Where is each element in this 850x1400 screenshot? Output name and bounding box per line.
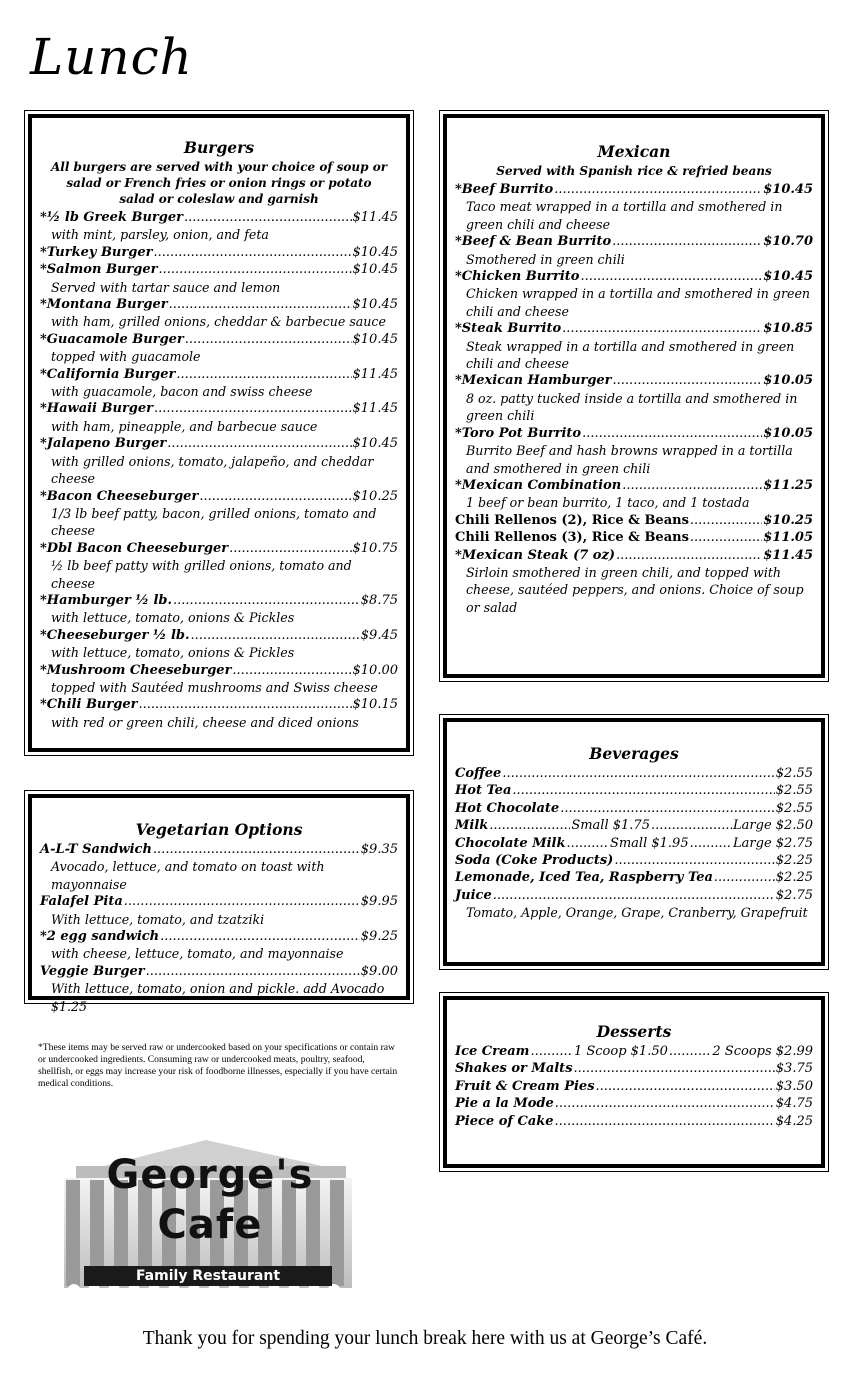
menu-item-description: Steak wrapped in a tortilla and smothered in green chili and cheese xyxy=(466,338,795,372)
menu-item-description: with cheese, lettuce, tomato, and mayonnaise xyxy=(51,946,344,962)
menu-item-name: *2 egg sandwich xyxy=(40,929,160,945)
menu-item-name: *Mexican Steak (7 oz) xyxy=(455,547,616,563)
menu-item-row xyxy=(455,765,813,782)
menu-item-name: *Chicken Burrito xyxy=(455,269,580,285)
menu-item-price: $10.15 xyxy=(352,697,398,713)
leader-dots xyxy=(191,627,360,644)
menu-item-price: $10.05 xyxy=(763,373,813,389)
menu-item-price: $11.45 xyxy=(763,547,813,563)
menu-item-price: $4.75 xyxy=(775,1096,813,1112)
menu-item-price: $10.45 xyxy=(763,182,813,197)
desserts-list xyxy=(455,1043,813,1130)
menu-item-row xyxy=(455,1113,813,1130)
menu-item-price: $10.05 xyxy=(763,425,813,441)
menu-item-row xyxy=(455,529,813,546)
vegetarian-section xyxy=(28,794,410,1014)
menu-item-price: $2.25 xyxy=(775,870,813,886)
menu-item-name: Lemonade, Iced Tea, Raspberry Tea xyxy=(455,870,713,886)
leader-dots xyxy=(493,887,775,904)
menu-item-price: $9.95 xyxy=(360,894,398,910)
beverages-list xyxy=(455,765,813,904)
menu-item-description: with grilled onions, tomato, jalapeño, and cheddar cheese xyxy=(51,453,374,487)
menu-item-row xyxy=(40,435,398,452)
leader-dots xyxy=(560,800,775,817)
leader-dots xyxy=(612,233,762,250)
menu-item-name: *Guacamole Burger xyxy=(40,331,184,347)
leader-dots xyxy=(582,425,762,442)
menu-item-row xyxy=(455,477,813,494)
menu-item-name: *Hawaii Burger xyxy=(40,401,154,417)
menu-item-price: $10.00 xyxy=(352,662,398,678)
menu-item-price: $9.45 xyxy=(360,627,398,643)
leader-dots xyxy=(613,372,763,389)
leader-dots xyxy=(176,366,351,383)
leader-dots xyxy=(232,662,351,679)
menu-item-name: Chili Rellenos (3), Rice & Beans xyxy=(455,530,689,546)
menu-item-row xyxy=(40,540,398,557)
menu-item-name: *Montana Burger xyxy=(40,297,168,313)
menu-item-price: $10.45 xyxy=(352,331,398,347)
menu-item-row xyxy=(455,320,813,337)
burgers-section xyxy=(28,114,410,752)
menu-item-row xyxy=(455,817,813,834)
menu-item-price: $10.45 xyxy=(352,436,398,452)
menu-item-name: Shakes or Malts xyxy=(455,1061,573,1077)
leader-dots xyxy=(184,209,352,226)
menu-item-price: $10.85 xyxy=(763,321,813,337)
leader-dots xyxy=(229,540,351,557)
menu-item-price: $8.75 xyxy=(360,592,398,608)
menu-item-name: Fruit & Cream Pies xyxy=(455,1078,595,1094)
menu-item-name: Hot Chocolate xyxy=(455,800,560,816)
leader-dots xyxy=(596,1078,775,1095)
leader-dots xyxy=(690,512,762,529)
menu-item-price: Large $2.75 xyxy=(733,835,813,851)
menu-item-price: $10.45 xyxy=(763,269,813,285)
leader-dots xyxy=(555,1095,775,1112)
menu-item-price: $11.05 xyxy=(763,530,813,546)
menu-item-row xyxy=(455,1060,813,1077)
menu-item-name: *Mushroom Cheeseburger xyxy=(40,662,232,678)
menu-item-name: Pie a la Mode xyxy=(455,1096,554,1112)
leader-dots xyxy=(651,817,732,834)
vegetarian-title: Vegetarian Options xyxy=(135,820,303,839)
menu-item-row xyxy=(455,887,813,904)
menu-item-name: Hot Tea xyxy=(455,783,512,799)
menu-item-description: Avocado, lettuce, and tomato on toast with mayonnaise xyxy=(51,859,325,892)
menu-item-name: Veggie Burger xyxy=(40,963,145,979)
mexican-title: Mexican xyxy=(597,142,671,161)
burgers-title: Burgers xyxy=(183,138,255,157)
menu-item-name: *Jalapeno Burger xyxy=(40,436,167,452)
leader-dots xyxy=(614,852,774,869)
leader-dots xyxy=(154,400,351,417)
vegetarian-list xyxy=(40,841,398,1015)
page-title: Lunch xyxy=(30,28,193,86)
menu-item-price: $10.25 xyxy=(763,512,813,528)
menu-item-row xyxy=(40,331,398,348)
mexican-subtitle: Served with Spanish rice & refried beans xyxy=(496,164,772,178)
leader-dots xyxy=(185,331,352,348)
menu-item-price: $2.55 xyxy=(775,766,813,781)
menu-item-name: *Bacon Cheeseburger xyxy=(40,488,199,504)
menu-item-description: with mint, parsley, onion, and feta xyxy=(51,227,269,243)
mexican-list xyxy=(455,181,813,616)
leader-dots xyxy=(669,1043,712,1060)
leader-dots xyxy=(555,1113,775,1130)
menu-item-row xyxy=(40,893,398,910)
beverages-title: Beverages xyxy=(589,744,679,763)
menu-item-name: Coffee xyxy=(455,766,502,781)
menu-item-name: *Mexican Combination xyxy=(455,477,622,493)
leader-dots xyxy=(554,181,762,198)
menu-item-name: Chili Rellenos (2), Rice & Beans xyxy=(455,512,689,528)
menu-item-name: *Toro Pot Burrito xyxy=(455,425,582,441)
menu-item-name: *Dbl Bacon Cheeseburger xyxy=(40,540,229,556)
menu-item-row xyxy=(455,181,813,198)
raw-food-disclaimer: *These items may be served raw or undercooked based on your specifications or contain raw or undercooked ingredients. Consuming raw or undercooked meats, poultry, seafood, shellfish, or eggs may increase your risk of foodborne illnesses, especially if you have certain medical conditions. xyxy=(38,1042,398,1089)
menu-item-price: Large $2.50 xyxy=(733,818,813,834)
leader-dots xyxy=(160,928,360,945)
leader-dots xyxy=(153,841,360,858)
leader-dots xyxy=(690,529,762,546)
menu-item-name: *Chili Burger xyxy=(40,697,138,713)
menu-item-description: with red or green chili, cheese and diced onions xyxy=(51,714,359,730)
menu-item-name: *Steak Burrito xyxy=(455,321,562,337)
menu-item-name: *Cheeseburger ½ lb. xyxy=(40,627,190,643)
menu-item-row xyxy=(40,209,398,226)
menu-item-name: *Hamburger ½ lb. xyxy=(40,592,173,608)
menu-item-row xyxy=(40,696,398,713)
menu-item-row xyxy=(455,835,813,852)
menu-item-row xyxy=(455,1095,813,1112)
menu-item-row xyxy=(455,800,813,817)
menu-item-row xyxy=(40,261,398,278)
menu-item-row xyxy=(455,425,813,442)
menu-item-price: $2.25 xyxy=(775,853,813,869)
leader-dots xyxy=(616,547,762,564)
menu-item-row xyxy=(40,627,398,644)
menu-item-mid-price: Small $1.95 xyxy=(609,835,689,851)
menu-item-name: Falafel Pita xyxy=(40,894,123,910)
leader-dots xyxy=(574,1060,775,1077)
menu-item-row xyxy=(455,852,813,869)
leader-dots xyxy=(580,268,762,285)
leader-dots xyxy=(622,477,762,494)
menu-item-description: Sirloin smothered in green chili, and topped with cheese, sautéed peppers, and onions. Choice of soup or salad xyxy=(466,564,804,615)
menu-item-description: with ham, pineapple, and barbecue sauce xyxy=(51,418,318,434)
menu-item-description: topped with Sautéed mushrooms and Swiss cheese xyxy=(51,679,378,695)
leader-dots xyxy=(153,244,351,261)
menu-item-price: $2.75 xyxy=(775,887,813,903)
georges-cafe-logo xyxy=(56,1138,352,1298)
menu-item-description: Burrito Beef and hash browns wrapped in a tortilla and smothered in green chili xyxy=(466,443,793,476)
leader-dots xyxy=(169,296,352,313)
menu-item-row xyxy=(40,592,398,609)
menu-item-description: with lettuce, tomato, onions & Pickles xyxy=(51,645,295,661)
menu-item-name: Juice xyxy=(455,887,492,903)
menu-item-price: $9.00 xyxy=(360,963,398,979)
leader-dots xyxy=(714,869,775,886)
menu-item-price: $11.45 xyxy=(352,210,398,225)
menu-item-row xyxy=(40,662,398,679)
leader-dots xyxy=(199,488,351,505)
menu-item-price: $10.70 xyxy=(763,234,813,250)
logo-name-line1: George's xyxy=(106,1152,314,1198)
logo-name-line2: Cafe xyxy=(157,1202,263,1248)
leader-dots xyxy=(502,765,774,782)
menu-item-row xyxy=(40,841,398,858)
menu-item-row xyxy=(40,928,398,945)
juice-description: Tomato, Apple, Orange, Grape, Cranberry, Grapefruit xyxy=(466,905,808,921)
logo-tagline: Family Restaurant xyxy=(135,1268,281,1284)
menu-item-name: *Beef Burrito xyxy=(455,182,554,197)
menu-item-row xyxy=(40,296,398,313)
menu-item-description: with lettuce, tomato, onions & Pickles xyxy=(51,610,295,626)
menu-item-price: $11.45 xyxy=(352,401,398,417)
menu-item-price: $10.25 xyxy=(352,488,398,504)
menu-item-mid-price: Small $1.75 xyxy=(571,818,650,834)
menu-item-name: Chocolate Milk xyxy=(455,835,566,851)
menu-item-row xyxy=(455,1043,813,1060)
menu-item-price: 2 Scoops $2.99 xyxy=(712,1044,813,1059)
menu-item-price: $10.75 xyxy=(352,540,398,556)
menu-item-description: Smothered in green chili xyxy=(466,251,625,267)
leader-dots xyxy=(512,782,774,799)
menu-item-row xyxy=(40,244,398,261)
menu-item-name: *Salmon Burger xyxy=(40,262,158,278)
menu-item-description: with guacamole, bacon and swiss cheese xyxy=(51,384,313,400)
menu-item-name: *Beef & Bean Burrito xyxy=(455,234,612,250)
leader-dots xyxy=(690,835,732,852)
menu-item-price: $10.45 xyxy=(352,262,398,278)
menu-item-row xyxy=(455,782,813,799)
menu-item-description: 8 oz. patty tucked inside a tortilla and smothered in green chili xyxy=(466,390,798,424)
menu-item-description: Chicken wrapped in a tortilla and smothered in green chili and cheese xyxy=(466,286,811,319)
leader-dots xyxy=(489,817,570,834)
leader-dots xyxy=(158,261,351,278)
menu-item-price: $10.45 xyxy=(352,297,398,313)
menu-item-description: topped with guacamole xyxy=(51,349,201,365)
menu-item-row xyxy=(455,1078,813,1095)
leader-dots xyxy=(138,696,351,713)
menu-item-mid-price: 1 Scoop $1.50 xyxy=(573,1044,668,1059)
menu-item-price: $9.25 xyxy=(360,929,398,945)
menu-item-name: Ice Cream xyxy=(455,1044,530,1059)
menu-item-price: $4.25 xyxy=(775,1113,813,1129)
menu-item-row xyxy=(455,233,813,250)
menu-item-price: $2.55 xyxy=(775,800,813,816)
leader-dots xyxy=(567,835,609,852)
menu-item-price: $3.75 xyxy=(775,1061,813,1077)
leader-dots xyxy=(173,592,360,609)
burgers-subtitle: All burgers are served with your choice of soup or salad or French fries or onion rings or potato salad or coleslaw and garnish xyxy=(50,160,388,206)
menu-item-description: Taco meat wrapped in a tortilla and smothered in green chili and cheese xyxy=(466,199,783,232)
menu-item-price: $9.35 xyxy=(360,842,398,857)
menu-item-description: ½ lb beef patty with grilled onions, tomato and cheese xyxy=(51,558,352,591)
menu-item-price: $3.50 xyxy=(775,1078,813,1094)
menu-item-price: $2.55 xyxy=(775,783,813,799)
leader-dots xyxy=(167,435,351,452)
menu-item-description: With lettuce, tomato, onion and pickle. add Avocado $1.25 xyxy=(51,981,385,1014)
menu-item-description: 1/3 lb beef patty, bacon, grilled onions, tomato and cheese xyxy=(51,505,377,539)
menu-item-row xyxy=(40,366,398,383)
burgers-list xyxy=(40,209,398,731)
leader-dots xyxy=(146,963,360,980)
menu-item-name: Milk xyxy=(455,818,489,834)
menu-item-name: *Mexican Hamburger xyxy=(455,373,612,389)
menu-item-row xyxy=(40,488,398,505)
menu-item-row xyxy=(455,512,813,529)
menu-item-row xyxy=(455,268,813,285)
menu-item-name: *Turkey Burger xyxy=(40,244,153,260)
menu-item-name: *California Burger xyxy=(40,366,176,382)
menu-item-row xyxy=(40,963,398,980)
menu-item-row xyxy=(455,547,813,564)
menu-item-description: Served with tartar sauce and lemon xyxy=(51,279,281,295)
menu-item-description: 1 beef or bean burrito, 1 taco, and 1 tostada xyxy=(466,495,750,511)
leader-dots xyxy=(530,1043,573,1060)
desserts-section xyxy=(443,996,825,1168)
menu-item-description: With lettuce, tomato, and tzatziki xyxy=(51,911,265,927)
menu-item-name: Piece of Cake xyxy=(455,1113,554,1129)
menu-item-row xyxy=(455,869,813,886)
mexican-section xyxy=(443,114,825,678)
leader-dots xyxy=(124,893,360,910)
menu-item-name: *½ lb Greek Burger xyxy=(40,210,183,225)
menu-item-price: $11.25 xyxy=(763,477,813,493)
menu-item-row xyxy=(455,372,813,389)
menu-item-name: Soda (Coke Products) xyxy=(455,853,614,869)
menu-item-name: A-L-T Sandwich xyxy=(40,842,152,857)
menu-item-price: $11.45 xyxy=(352,366,398,382)
menu-item-description: with ham, grilled onions, cheddar & barbecue sauce xyxy=(51,314,386,330)
thank-you-message: Thank you for spending your lunch break here with us at George’s Café. xyxy=(142,1328,708,1349)
beverages-section xyxy=(443,718,825,966)
menu-item-row xyxy=(40,400,398,417)
menu-item-price: $10.45 xyxy=(352,244,398,260)
leader-dots xyxy=(562,320,762,337)
desserts-title: Desserts xyxy=(596,1022,672,1041)
